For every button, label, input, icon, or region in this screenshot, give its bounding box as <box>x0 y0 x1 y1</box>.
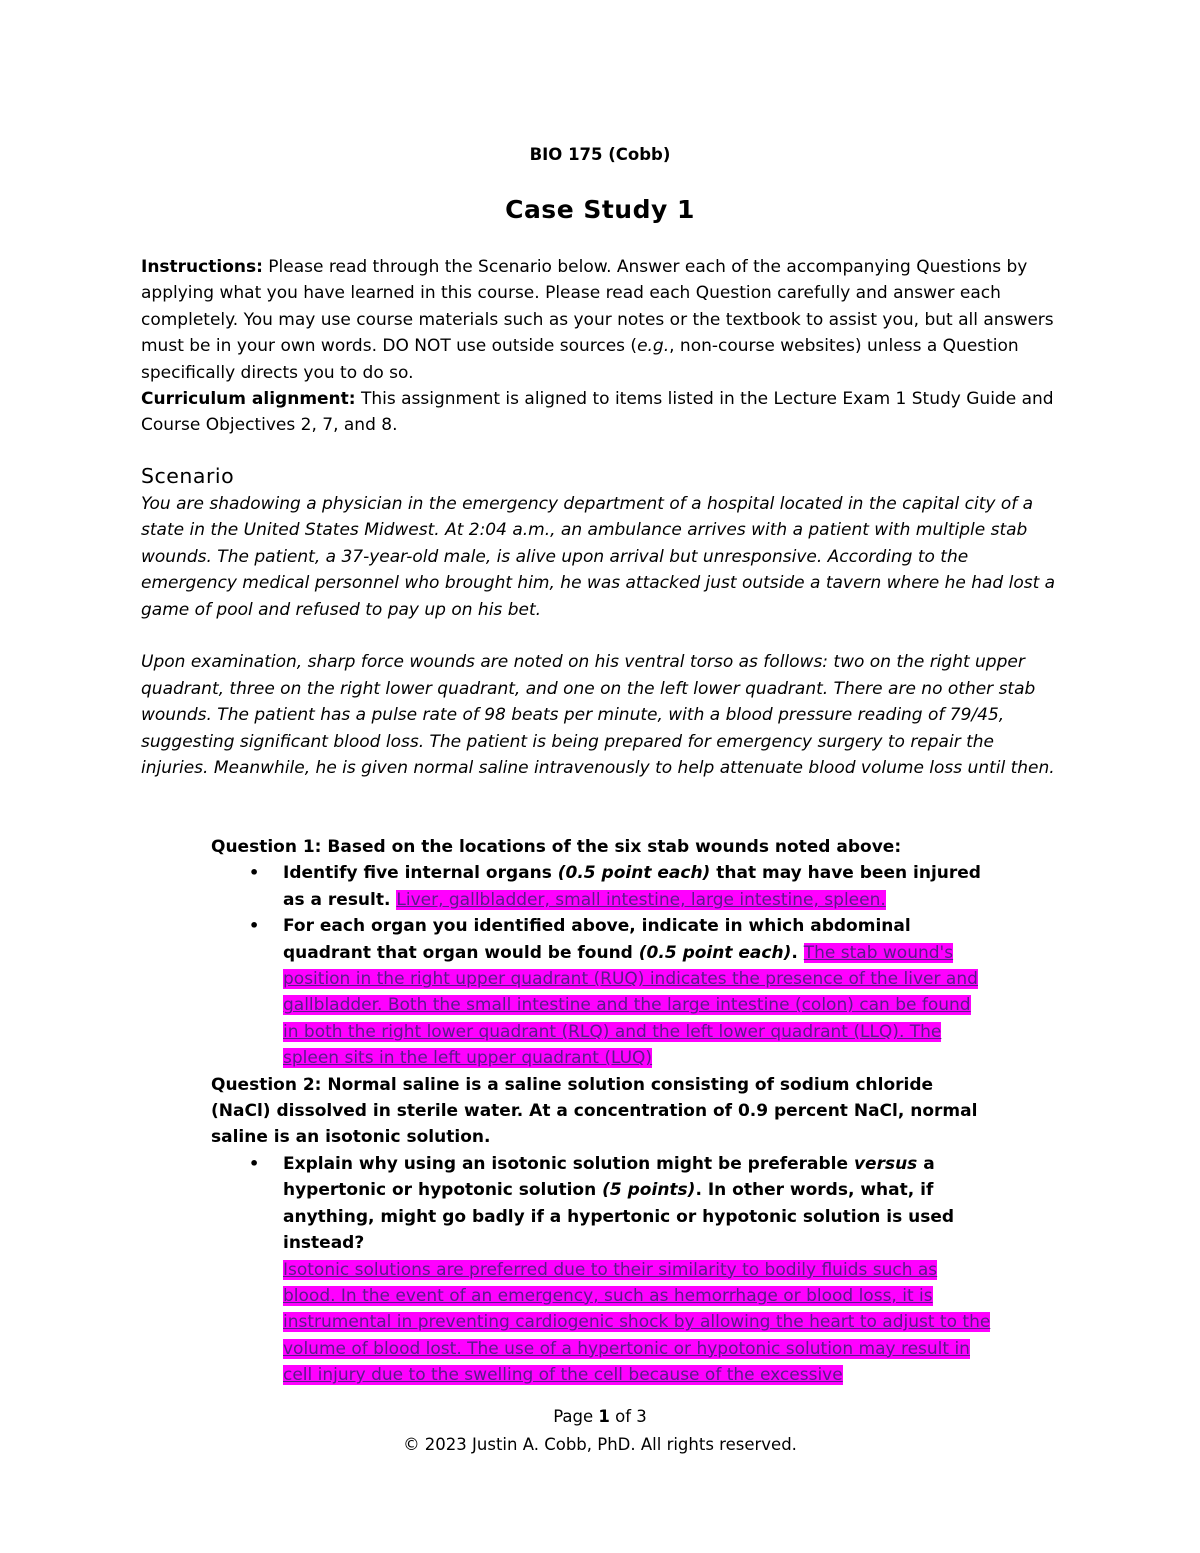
instructions-text-end: , non-course websites) unless a Question specifically directs you to do so. <box>141 336 1019 383</box>
page-number <box>0 1403 1200 1431</box>
page-current: 1 <box>598 1407 610 1426</box>
scenario-body <box>141 491 1061 808</box>
instructions-paragraph <box>141 254 1061 386</box>
question-2-bullet-1 <box>211 1151 991 1389</box>
page-title: Case Study 1 <box>505 195 695 224</box>
q1-b2-text: For each organ you identified above, indicate in which abdominal quadrant that organ would be found <box>283 916 911 963</box>
question-1-list <box>211 860 991 1071</box>
question-1-title: Question 1: Based on the locations of the six stab wounds noted above: <box>211 837 902 857</box>
curriculum-paragraph <box>141 386 1061 439</box>
q2-b1-answer[interactable]: Isotonic solutions are preferred due to their similarity to bodily fluids such as blood. In the event of an emergency, such as hemorrhage or blood loss, it is instrumental in preventing cardiogenic shock by allowing the heart to adjust to the volume of blood lost. The use of a hypertonic or hypotonic solution may result in cell injury due to the swelling of the cell because of the excessive <box>283 1259 991 1386</box>
curriculum-label: Curriculum alignment: <box>141 389 356 410</box>
question-2-list <box>211 1151 991 1389</box>
curriculum-text: This assignment is aligned to items listed in the Lecture Exam 1 Study Guide and Course Objectives 2, 7, and 8. <box>141 389 1054 436</box>
page-total: 3 <box>636 1407 647 1426</box>
question-1-bullet-1 <box>211 860 991 913</box>
bullet-icon: • <box>249 916 260 936</box>
eg-abbrev: e.g. <box>637 336 670 357</box>
question-1-bullet-2 <box>211 913 991 1071</box>
page-prefix: Page <box>553 1407 599 1426</box>
questions-section <box>211 834 991 1389</box>
course-header: BIO 175 (Cobb) <box>529 145 671 164</box>
bullet-icon: • <box>249 1153 260 1173</box>
q1-b1-text-end: that may have been injured as a result. <box>283 863 981 910</box>
page-mid: of <box>609 1407 637 1426</box>
bullet-icon: • <box>249 863 260 883</box>
q1-b1-points: (0.5 point each) <box>557 863 711 884</box>
q1-b2-text-end: . <box>791 942 804 963</box>
scenario-paragraph-2: Upon examination, sharp force wounds are noted on his ventral torso as follows: two on the right upper quadrant, three on the right lower quadrant, and one on the left lower quadrant. There are no other stab wounds. The patient has a pulse rate of 98 beats per minute, with a blood pressure reading of 79/45, suggesting significant blood loss. The patient is being prepared for emergency surgery to repair the injuries. Meanwhile, he is given normal saline intravenously to help attenuate blood volume loss until then. <box>141 652 1055 779</box>
q1-b2-answer[interactable]: The stab wound's position in the right upper quadrant (RUQ) indicates the presence of the liver and gallbladder. Both the small intestine and the large intestine (colon) can be found in both the right lower quadrant (RLQ) and the left lower quadrant (LLQ). The spleen sits in the left upper quadrant (LUQ) <box>283 942 978 1069</box>
instructions-text: Please read through the Scenario below. Answer each of the accompanying Questions by applying what you have learned in this course. Please read each Question carefully and answer each completely. You may use course materials such as your notes or the textbook to assist you, but all answers must be in your own words. DO NOT use outside sources ( <box>141 257 1054 357</box>
q1-b1-text: Identify five internal organs <box>283 863 558 884</box>
q2-b1-versus: versus <box>853 1153 918 1174</box>
q2-b1-text: Explain why using an isotonic solution might be preferable <box>283 1153 854 1174</box>
page-footer <box>0 1403 1200 1459</box>
q2-b1-text-end: . In other words, what, if anything, might go badly if a hypertonic or hypotonic solution is used instead? <box>283 1180 955 1254</box>
q2-b1-points: (5 points) <box>602 1180 696 1201</box>
scenario-heading: Scenario <box>141 464 235 488</box>
copyright: © 2023 Justin A. Cobb, PhD. All rights reserved. <box>403 1435 797 1454</box>
instructions-section <box>141 254 1061 439</box>
instructions-label: Instructions: <box>141 257 263 277</box>
q2-b1-text-mid: a hypertonic or hypotonic solution <box>283 1153 935 1201</box>
scenario-paragraph-1: You are shadowing a physician in the emergency department of a hospital located in the capital city of a state in the United States Midwest. At 2:04 a.m., an ambulance arrives with a patient with multiple stab wounds. The patient, a 37-year-old male, is alive upon arrival but unresponsive. According to the emergency medical personnel who brought him, he was attacked just outside a tavern where he had lost a game of pool and refused to pay up on his bet. <box>141 494 1056 620</box>
question-2-title: Question 2: Normal saline is a saline solution consisting of sodium chloride (NaCl) dissolved in sterile water. At a concentration of 0.9 percent NaCl, normal saline is an isotonic solution. <box>211 1074 978 1148</box>
q1-b1-answer[interactable]: Liver, gallbladder, small intestine, large intestine, spleen. <box>396 889 886 910</box>
q1-b2-points: (0.5 point each) <box>638 942 792 963</box>
